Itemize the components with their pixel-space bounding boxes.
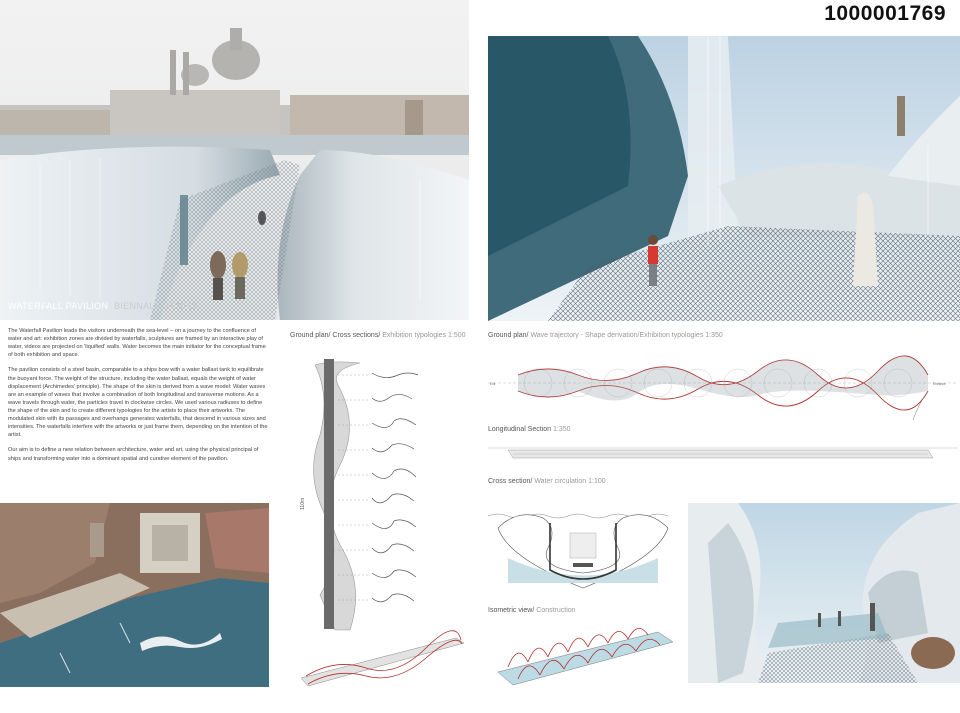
- section-label-longitudinal: Longitudinal Section 1:350: [488, 426, 571, 433]
- isometric-plan-drawing: [296, 628, 466, 698]
- aerial-view-image: [0, 503, 269, 687]
- wave-trajectory-plan: [488, 345, 958, 425]
- plan-label-exit: Exit: [490, 382, 496, 386]
- render-interior: [488, 36, 960, 321]
- render-exterior-passage: [688, 503, 960, 683]
- description-paragraph-3: Our aim is to define a new relation between architecture, water and art, using the physical principal of ships and transforming water into a dominant spatial and curative element of the pavilion.: [8, 447, 259, 462]
- cross-section-drawing: [488, 488, 678, 598]
- plan-label-entrance: Entrance: [933, 382, 946, 386]
- dimension-label: 110m: [300, 497, 306, 510]
- ground-plan-drawing: [290, 345, 470, 635]
- title-main: WATERFALL PAVILION: [8, 301, 109, 311]
- section-label-cross-section: Cross section/ Water circulation 1:100: [488, 478, 606, 485]
- longitudinal-section-drawing: [488, 436, 958, 466]
- isometric-construction-drawing: [488, 617, 678, 697]
- project-description: [8, 327, 270, 470]
- section-label-isometric: Isometric view/ Construction: [488, 607, 576, 614]
- description-paragraph-1: The Waterfall Pavilion leads the visitors underneath the sea-level – on a journey to the confluence of water and art: exhibition zones are divided by waterfalls, sculptures are framed by an interactive play of water, videos are projected on 'liquified' walls. Water becomes the main initiator for the conceptual frame of both exhibition and space.: [8, 328, 266, 359]
- section-label-ground-plan-left: Ground plan/ Cross sections/ Exhibition typologies 1:500: [290, 332, 466, 339]
- description-paragraph-2: The pavilion consists of a steel basin, comparable to a ships bow with a water ballast tank to equilibrate the buoyant force. The weight of the structure, including the water ballast, equals the weight of water displacement (Archimedes' principle). The shape of the skin is derived from a wave model: Water waves are an example of waves that involve a combination of both longitudinal and transverse motions. As a wave travels through water, the particles travel in clockwise circles. We used various radiuses to define the shape of the skin and to create different typologies for the artists to place their artworks. The modulated skin with its passages and overhangs generates waterfalls, that descend in various sizes and intensities. The waterfalls interfere with the artworks or just frame them, depending on the intention of the artist.: [8, 367, 268, 439]
- render-venice-pavilion: [0, 0, 469, 320]
- section-label-ground-plan-right: Ground plan/ Wave trajectory - Shape derivation/Exhibition typologies 1:350: [488, 332, 723, 339]
- project-title: [8, 301, 199, 311]
- board-id: 1000001769: [824, 2, 946, 25]
- title-sub: BIENNALE VENICE: [114, 301, 200, 311]
